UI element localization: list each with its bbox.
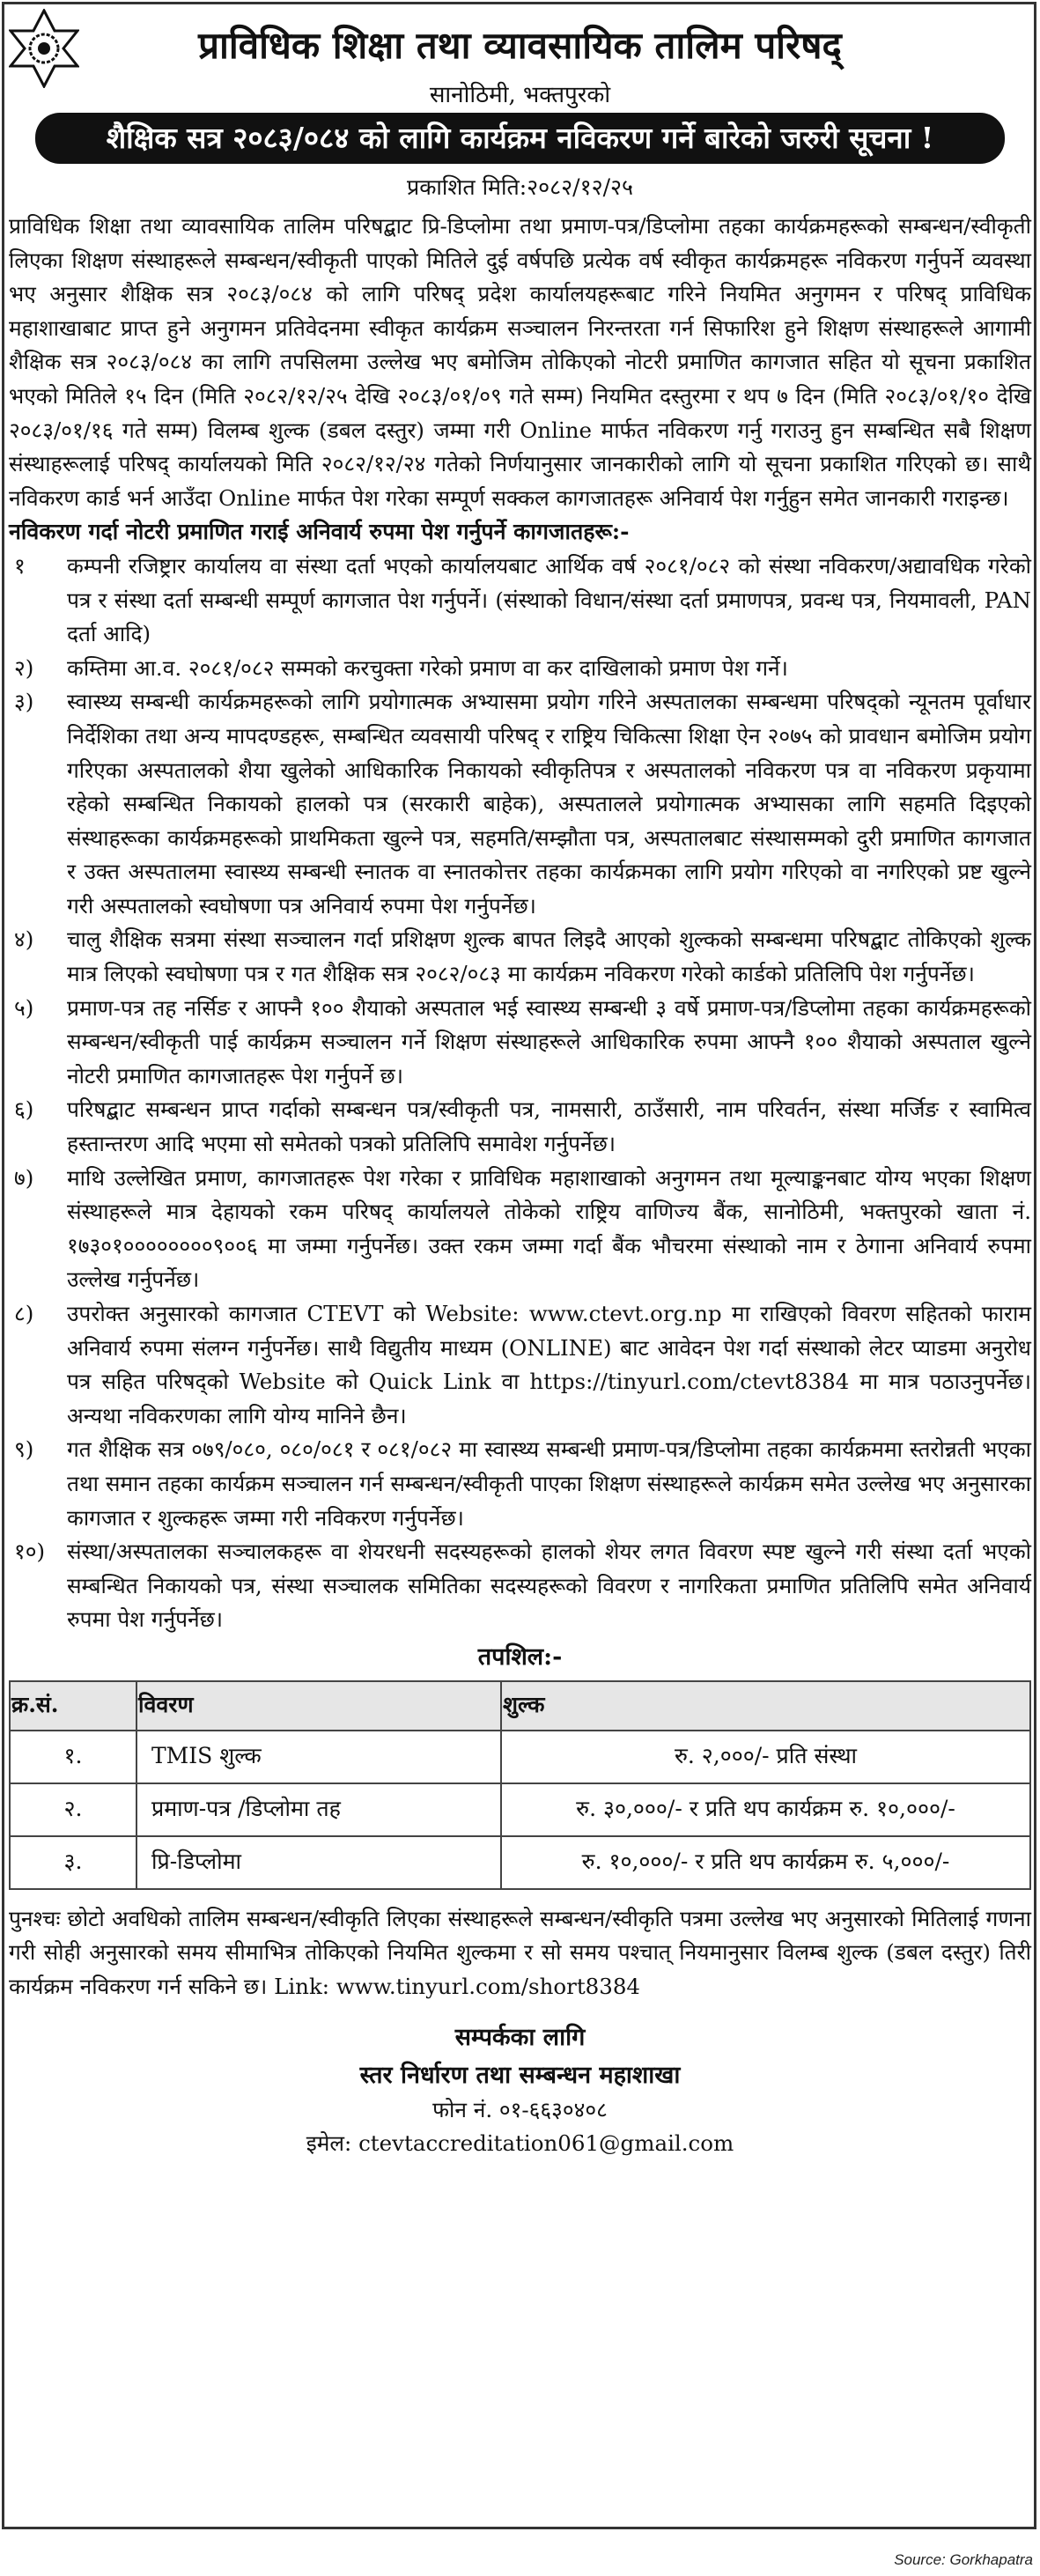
document-item (9, 1093, 1031, 1161)
organization-location: सानोठिमी, भक्तपुरको (429, 82, 611, 108)
item-number: ३) (14, 689, 34, 715)
cell-fee: रु. ३०,०००/- र प्रति थप कार्यक्रम रु. १०,०००/- (501, 1783, 1030, 1836)
document-item (9, 923, 1031, 991)
item-number: १ (14, 552, 26, 579)
table-header-row (10, 1681, 1030, 1731)
header-description: विवरण (136, 1681, 501, 1731)
notice-banner: शैक्षिक सत्र २०८३/०८४ को लागि कार्यक्रम नविकरण गर्ने बारेको जरुरी सूचना ! (35, 113, 1005, 164)
cell-fee: रु. १०,०००/- र प्रति थप कार्यक्रम रु. ५,०००/- (501, 1836, 1030, 1889)
contact-department: स्तर निर्धारण तथा सम्बन्धन महाशाखा (359, 2061, 681, 2089)
documents-list (9, 550, 1031, 1637)
item-number: २) (14, 654, 34, 681)
source-credit: Source: Gorkhapatra (894, 2551, 1033, 2568)
header-fee: शुल्क (501, 1681, 1030, 1731)
cell-description: प्रमाण-पत्र /डिप्लोमा तह (136, 1783, 501, 1836)
item-text: माथि उल्लेखित प्रमाण, कागजातहरू पेश गरेका र प्राविधिक महाशाखाको अनुगमन तथा मूल्याङ्कनबाट योग्य भएका शिक्षण संस्थाहरूले मात्र देहायको रकम परिषद् कार्यालयले तोकेको राष्ट्रिय वाणिज्य बैंक, सानोठिमी, भक्तपुरको खाता नं. १७३०१००००००००९००६ मा जम्मा गर्नुपर्नेछ। उक्त रकम जम्मा गर्दा बैंक भौचरमा संस्थाको नाम र ठेगाना अनिवार्य रुपमा उल्लेख गर्नुपर्नेछ। (67, 1164, 1031, 1293)
item-text: गत शैक्षिक सत्र ०७९/०८०, ०८०/०८१ र ०८१/०८२ मा स्वास्थ्य सम्बन्धी प्रमाण-पत्र/डिप्लोमा तहका कार्यक्रममा स्तरोन्नती भएका तथा समान तहका कार्यक्रम सञ्चालन गर्न सम्बन्धन/स्वीकृती पाएका शिक्षण संस्थाहरूले कार्यक्रम समेत उल्लेख भए अनुसारका कागजात र शुल्कहरू जम्मा गरी नविकरण गर्नुपर्नेछ। (67, 1436, 1031, 1531)
item-text: कम्पनी रजिष्ट्रार कार्यालय वा संस्था दर्ता भएको कार्यालयबाट आर्थिक वर्ष २०८१/०८२ को संस्था नविकरण/अद्यावधिक गरेको पत्र र संस्था दर्ता सम्बन्धी सम्पूर्ण कागजात पेश गर्नुपर्ने। (संस्थाको विधान/संस्था दर्ता प्रमाणपत्र, प्रवन्ध पत्र, नियमावली, PAN दर्ता आदि) (67, 552, 1031, 647)
item-number: ५) (14, 994, 34, 1021)
intro-paragraph: प्राविधिक शिक्षा तथा व्यावसायिक तालिम परिषद्बाट प्रि-डिप्लोमा तथा प्रमाण-पत्र/डिप्लोमा तहका कार्यक्रमहरूको सम्बन्धन/स्वीकृती लिएका शिक्षण संस्थाहरूले सम्बन्धन/स्वीकृती पाएको मितिले दुई वर्षपछि प्रत्येक वर्ष स्वीकृत कार्यक्रमहरू नविकरण गर्नुपर्ने व्यवस्था भए अनुसार शैक्षिक सत्र २०८३/०८४ को लागि परिषद् प्रदेश कार्यालयहरूबाट गरिने नियमित अनुगमन र परिषद् प्राविधिक महाशाखाबाट प्राप्त हुने अनुगमन प्रतिवेदनमा स्वीकृत कार्यक्रम सञ्चालन निरन्तरता गर्न सिफारिश हुने शिक्षण संस्थाहरूले आगामी शैक्षिक सत्र २०८३/०८४ का लागि तपसिलमा उल्लेख भए बमोजिम तोकिएको नोटरी प्रमाणित कागजात सहित यो सूचना प्रकाशित भएको मितिले १५ दिन (मिति २०८२/१२/२५ देखि २०८३/०१/०९ गते सम्म) नियमित दस्तुरमा र थप ७ दिन (मिति २०८३/०१/१० देखि २०८३/०१/१६ गते सम्म) विलम्ब शुल्क (डबल दस्तुर) जम्मा गरी Online मार्फत नविकरण गर्नु गराउनु हुन सम्बन्धित सबै शिक्षण संस्थाहरूलाई परिषद् कार्यालयको मिति २०८२/१२/२४ गतेको निर्णयानुसार जानकारीको लागि यो सूचना प्रकाशित गरिएको छ। साथै नविकरण कार्ड भर्न आउँदा Online मार्फत पेश गरेका सम्पूर्ण सक्कल कागजातहरू अनिवार्य पेश गर्नुहुन समेत जानकारी गराइन्छ। (9, 213, 1031, 511)
document-item (9, 992, 1031, 1094)
fee-table (9, 1680, 1031, 1890)
document-item (9, 1433, 1031, 1535)
item-number: ६) (14, 1096, 34, 1123)
item-text: स्वास्थ्य सम्बन्धी कार्यक्रमहरूको लागि प्रयोगात्मक अभ्यासमा प्रयोग गरिने अस्पतालका सम्बन्धमा परिषद्को न्यूनतम पूर्वाधार निर्देशिका तथा अन्य मापदण्डहरू, सम्बन्धित व्यवसायी परिषद् र राष्ट्रिय चिकित्सा शिक्षा ऐन २०७५ को प्रावधान बमोजिम प्रयोग गरिएका अस्पतालको शैया खुलेको आधिकारिक निकायको स्वीकृतिपत्र र अस्पतालको नविकरण पत्र वा नविकरण प्रकृयामा रहेको सम्बन्धित निकायको हालको पत्र (सरकारी बाहेक), अस्पतालले प्रयोगात्मक अभ्यासका लागि सहमति दिइएको संस्थाहरूका कार्यक्रमहरूको प्राथमिकता खुल्ने पत्र, सहमति/सम्झौता पत्र, अस्पतालबाट संस्थासम्मको दुरी प्रमाणित कागजात र उक्त अस्पतालमा स्वास्थ्य सम्बन्धी स्नातक वा स्नातकोत्तर तहका कार्यक्रमका लागि प्रयोग गरिएको वा नगरिएको प्रष्ट खुल्ने गरी अस्पतालको स्वघोषणा पत्र अनिवार्य रुपमा पेश गर्नुपर्नेछ। (67, 689, 1031, 919)
document-item (9, 1162, 1031, 1297)
postscript: पुनश्चः छोटो अवधिको तालिम सम्बन्धन/स्वीकृति लिएका संस्थाहरूले सम्बन्धन/स्वीकृति पत्रमा उल्लेख भए अनुसारको मितिलाई गणना गरी सोही अनुसारको समय सीमाभित्र तोकिएको नियमित शुल्कमा र सो समय पश्चात् नियमानुसार विलम्ब शुल्क (डबल दस्तुर) तिरी कार्यक्रम नविकरण गर्न सकिने छ। Link: www.tinyurl.com/short8384 (9, 1905, 1031, 1999)
table-title: तपशिल:- (477, 1642, 563, 1671)
document-item (9, 550, 1031, 652)
published-date: प्रकाशित मिति:२०८२/१२/२५ (407, 174, 633, 200)
cell-sn: ३. (10, 1836, 136, 1889)
item-number: ८) (14, 1301, 34, 1326)
item-number: ७) (14, 1164, 34, 1191)
documents-heading: नविकरण गर्दा नोटरी प्रमाणित गराई अनिवार्य रुपमा पेश गर्नुपर्ने कागजातहरू:- (9, 519, 630, 545)
document-item (9, 1535, 1031, 1637)
cell-description: TMIS शुल्क (136, 1731, 501, 1783)
organization-title: प्राविधिक शिक्षा तथा व्यावसायिक तालिम परिषद् (198, 24, 842, 67)
item-text: चालु शैक्षिक सत्रमा संस्था सञ्चालन गर्दा प्रशिक्षण शुल्क बापत लिइदै आएको शुल्कको सम्बन्धमा परिषद्बाट तोकिएको शुल्क मात्र लिएको स्वघोषणा पत्र र गत शैक्षिक सत्र २०८२/०८३ मा कार्यक्रम नविकरण गरेको कार्डको प्रतिलिपि पेश गर्नुपर्नेछ। (67, 926, 1031, 987)
contact-email: इमेल: ctevtaccreditation061@gmail.com (306, 2130, 734, 2157)
header-sn: क्र.सं. (10, 1681, 136, 1731)
item-text: प्रमाण-पत्र तह नर्सिङ र आफ्नै १०० शैयाको अस्पताल भई स्वास्थ्य सम्बन्धी ३ वर्षे प्रमाण-पत्र/डिप्लोमा तहका कार्यक्रमहरूको सम्बन्धन/स्वीकृती पाई कार्यक्रम सञ्चालन गर्ने शिक्षण संस्थाहरूले आधिकारिक रुपमा आफ्नै १०० शैयाको अस्पताल खुल्ने नोटरी प्रमाणित कागजातहरू पेश गर्नुपर्ने छ। (67, 994, 1031, 1089)
item-number: ४) (14, 926, 34, 953)
contact-heading: सम्पर्कका लागि (454, 2024, 586, 2052)
item-number: १०) (14, 1539, 46, 1565)
item-number: ९) (14, 1436, 34, 1463)
cell-fee: रु. २,०००/- प्रति संस्था (501, 1731, 1030, 1783)
item-text: संस्था/अस्पतालका सञ्चालकहरू वा शेयरधनी सदस्यहरूको हालको शेयर लगत विवरण स्पष्ट खुल्ने गरी संस्था दर्ता भएको सम्बन्धित निकायको पत्र, संस्था सञ्चालक समितिका सदस्यहरूको विवरण र नागरिकता प्रमाणित प्रतिलिपि समेत अनिवार्य रुपमा पेश गर्नुपर्नेछ। (67, 1539, 1031, 1633)
document-item (9, 1297, 1031, 1433)
contact-block (9, 2021, 1031, 2160)
item-text: कम्तिमा आ.व. २०८१/०८२ सम्मको करचुक्ता गरेको प्रमाण वा कर दाखिलाको प्रमाण पेश गर्ने। (67, 654, 788, 681)
document-item (9, 652, 1031, 686)
notice-body (9, 210, 1031, 2161)
item-text: परिषद्बाट सम्बन्धन प्राप्त गर्दाको सम्बन्धन पत्र/स्वीकृती पत्र, नामसारी, ठाउँसारी, नाम परिवर्तन, संस्था मर्जिङ र स्वामित्व हस्तान्तरण आदि भएमा सो समेतको पत्रको प्रतिलिपि समावेश गर्नुपर्नेछ। (67, 1096, 1031, 1157)
table-row (10, 1731, 1030, 1783)
cell-description: प्रि-डिप्लोमा (136, 1836, 501, 1889)
cell-sn: २. (10, 1783, 136, 1836)
table-row (10, 1836, 1030, 1889)
item-text: उपरोक्त अनुसारको कागजात CTEVT को Website: www.ctevt.org.np मा राखिएको विवरण सहितको फाराम अनिवार्य रुपमा संलग्न गर्नुपर्नेछ। साथै विद्युतीय माध्यम (ONLINE) बाट आवेदन पेश गर्दा संस्थाको लेटर प्याडमा अनुरोध पत्र सहित परिषद्को Website को Quick Link वा https://tinyurl.com/ctevt8384 मा मात्र पठाउनुपर्नेछ। अन्यथा नविकरणका लागि योग्य मानिने छैन। (67, 1301, 1031, 1428)
cell-sn: १. (10, 1731, 136, 1783)
contact-phone: फोन नं. ०१-६६३०४०८ (432, 2096, 608, 2122)
document-item (9, 685, 1031, 923)
table-row (10, 1783, 1030, 1836)
